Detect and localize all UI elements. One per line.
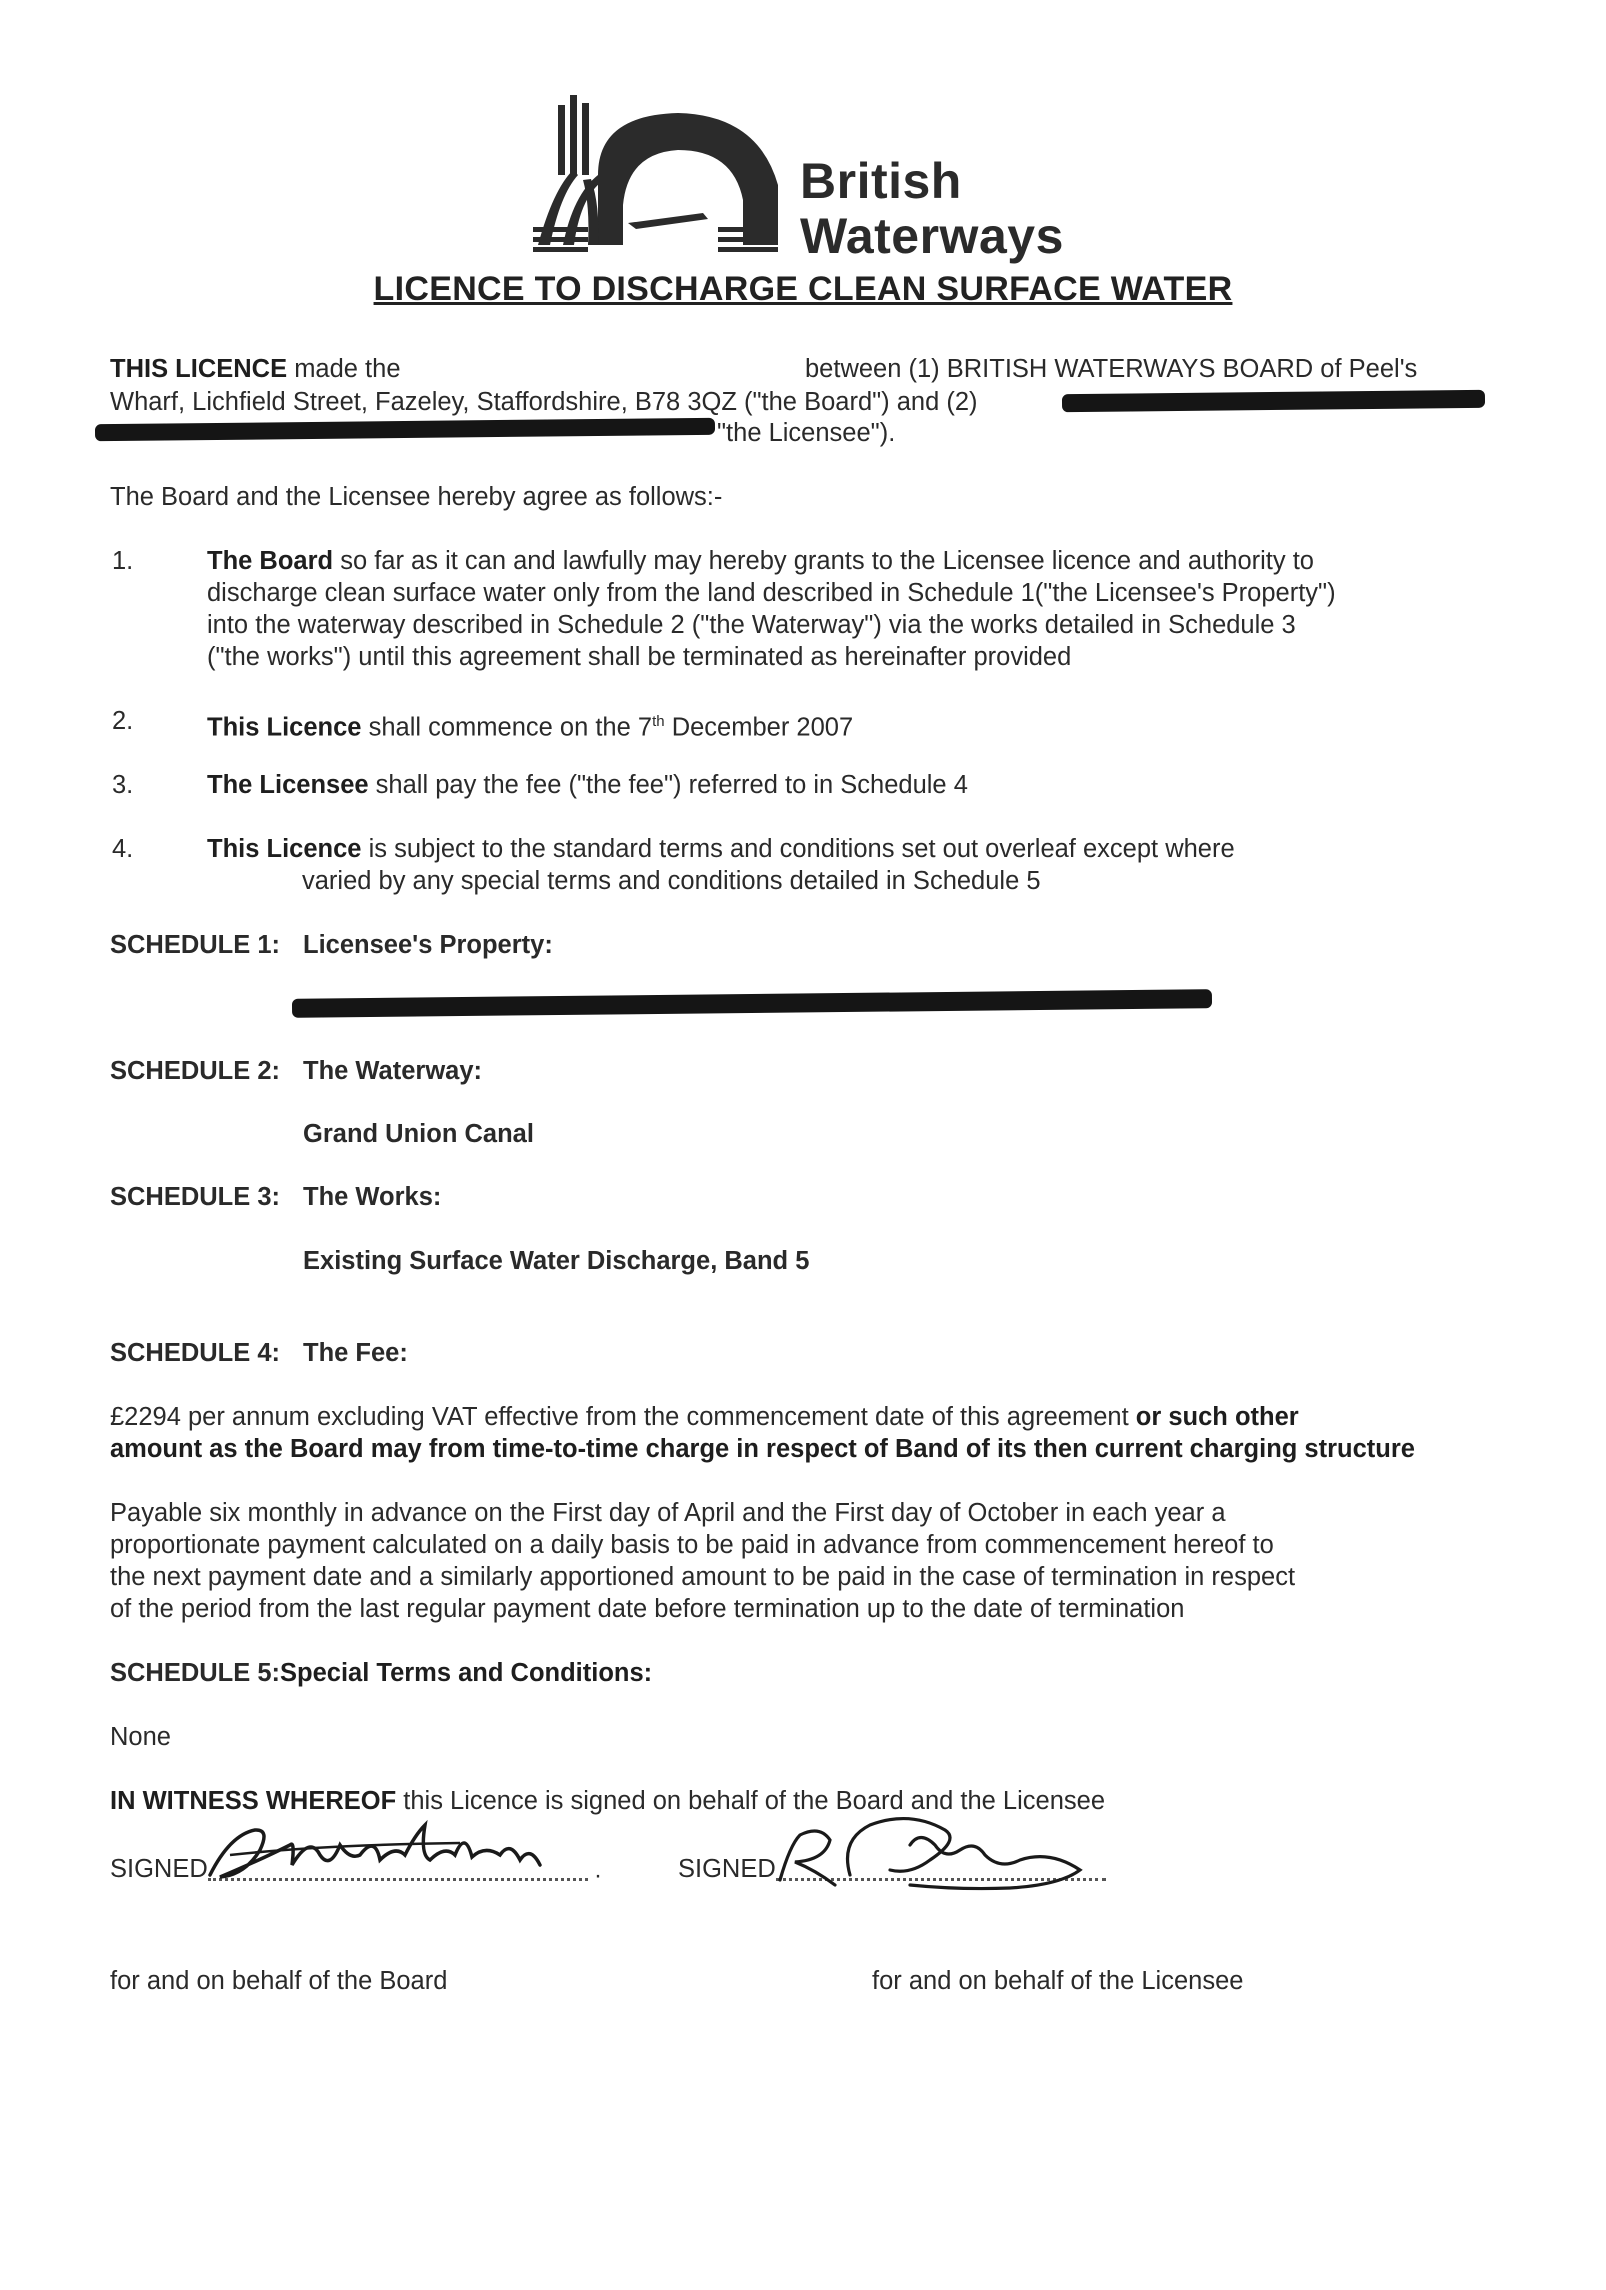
clause-3-text: shall pay the fee ("the fee") referred to in Schedule 4: [375, 771, 968, 799]
brand-name-line2: Waterways: [800, 208, 1064, 264]
brand-name-line1: British: [800, 153, 962, 209]
this-licence-label: THIS LICENCE: [110, 355, 288, 383]
schedule-2-title: The Waterway:: [303, 1057, 483, 1085]
clause-1-line4: ("the works") until this agreement shall be terminated as hereinafter provided: [207, 643, 1072, 671]
fee-amount-text: £2294 per annum excluding VAT effective from the commencement date of this agreement: [110, 1403, 1129, 1431]
clause-4-lead: This Licence: [207, 835, 362, 863]
licensee-signature-icon: [760, 1800, 1120, 1895]
redaction-licensee-address: [95, 418, 715, 441]
clause-4-line2: varied by any special terms and conditions detailed in Schedule 5: [302, 867, 1041, 895]
clause-3-lead: The Licensee: [207, 771, 369, 799]
schedule-5-label: SCHEDULE 5:: [110, 1659, 281, 1687]
schedule-5-value: None: [110, 1723, 171, 1751]
fee-line1: [110, 1401, 1500, 1434]
agree-text: The Board and the Licensee hereby agree as follows:-: [110, 483, 723, 511]
schedule-3-label: SCHEDULE 3:: [110, 1183, 281, 1211]
schedule-5-title: Special Terms and Conditions:: [280, 1659, 653, 1687]
intro-line1-left: [110, 353, 401, 386]
clause-1-line3: into the waterway described in Schedule 2 ("the Waterway") via the works detailed in Schedule 3: [207, 611, 1296, 639]
clause-2-sup: th: [652, 713, 665, 730]
schedule-3-title: The Works:: [303, 1183, 442, 1211]
clause-2-line1: [207, 705, 1497, 745]
behalf-board-text: for and on behalf of the Board: [110, 1967, 448, 1995]
payable-line4: of the period from the last regular payment date before termination up to the date of termination: [110, 1595, 1185, 1623]
signed-left-label: SIGNED: [110, 1855, 208, 1883]
clause-4-line1: [207, 833, 1497, 866]
payable-line1: Payable six monthly in advance on the First day of April and the First day of October in each year a: [110, 1499, 1226, 1527]
board-signature-icon: [200, 1815, 600, 1890]
schedule-1-label: SCHEDULE 1:: [110, 931, 281, 959]
schedule-2-value: Grand Union Canal: [303, 1120, 534, 1148]
schedule-3-value: Existing Surface Water Discharge, Band 5: [303, 1247, 810, 1275]
clause-1-lead: The Board: [207, 547, 334, 575]
redaction-licensee-name: [1062, 390, 1485, 412]
clause-1-line1: [207, 545, 1497, 578]
clause-4-text: is subject to the standard terms and conditions set out overleaf except where: [368, 835, 1235, 863]
signed-right-label: SIGNED: [678, 1855, 776, 1883]
clause-2-text-end: December 2007: [671, 713, 854, 742]
clause-1-line2: discharge clean surface water only from the land described in Schedule 1("the Licensee's Property"): [207, 579, 1336, 607]
made-the-text: made the: [294, 355, 401, 383]
clause-1-text: so far as it can and lawfully may hereby grants to the Licensee licence and authority to: [340, 547, 1314, 575]
schedule-4-title: The Fee:: [303, 1339, 408, 1367]
clause-3-number: 3.: [112, 771, 134, 799]
clause-3-line1: [207, 769, 1497, 802]
witness-text: this Licence is signed on behalf of the Board and the Licensee: [403, 1787, 1106, 1815]
schedule-4-label: SCHEDULE 4:: [110, 1339, 281, 1367]
clause-4-number: 4.: [112, 835, 134, 863]
british-waterways-logo-icon: [528, 95, 798, 255]
document-title: LICENCE TO DISCHARGE CLEAN SURFACE WATER: [373, 270, 1233, 308]
intro-between-text: between (1) BRITISH WATERWAYS BOARD of Peel's: [805, 355, 1418, 383]
fee-line2: amount as the Board may from time-to-time charge in respect of Band of its then current charging structure: [110, 1435, 1415, 1463]
clause-1-number: 1.: [112, 547, 134, 575]
clause-2-number: 2.: [112, 707, 134, 735]
payable-line2: proportionate payment calculated on a daily basis to be paid in advance from commencement hereof to: [110, 1531, 1274, 1559]
witness-bold: IN WITNESS WHEREOF: [110, 1787, 397, 1815]
clause-2-text: shall commence on the 7: [368, 713, 653, 742]
signature-dot: ·: [594, 1862, 602, 1889]
redaction-licensee-property: [292, 989, 1212, 1018]
intro-address-text: Wharf, Lichfield Street, Fazeley, Staffordshire, B78 3QZ ("the Board") and (2): [110, 388, 978, 416]
payable-line3: the next payment date and a similarly apportioned amount to be paid in the case of termination in respect: [110, 1563, 1296, 1591]
schedule-2-label: SCHEDULE 2:: [110, 1057, 281, 1085]
clause-2-lead: This Licence: [207, 713, 362, 742]
schedule-1-title: Licensee's Property:: [303, 931, 553, 959]
intro-licensee-text: "the Licensee").: [717, 419, 896, 447]
fee-line1-bold: or such other: [1135, 1403, 1299, 1431]
behalf-licensee-text: for and on behalf of the Licensee: [872, 1967, 1244, 1995]
